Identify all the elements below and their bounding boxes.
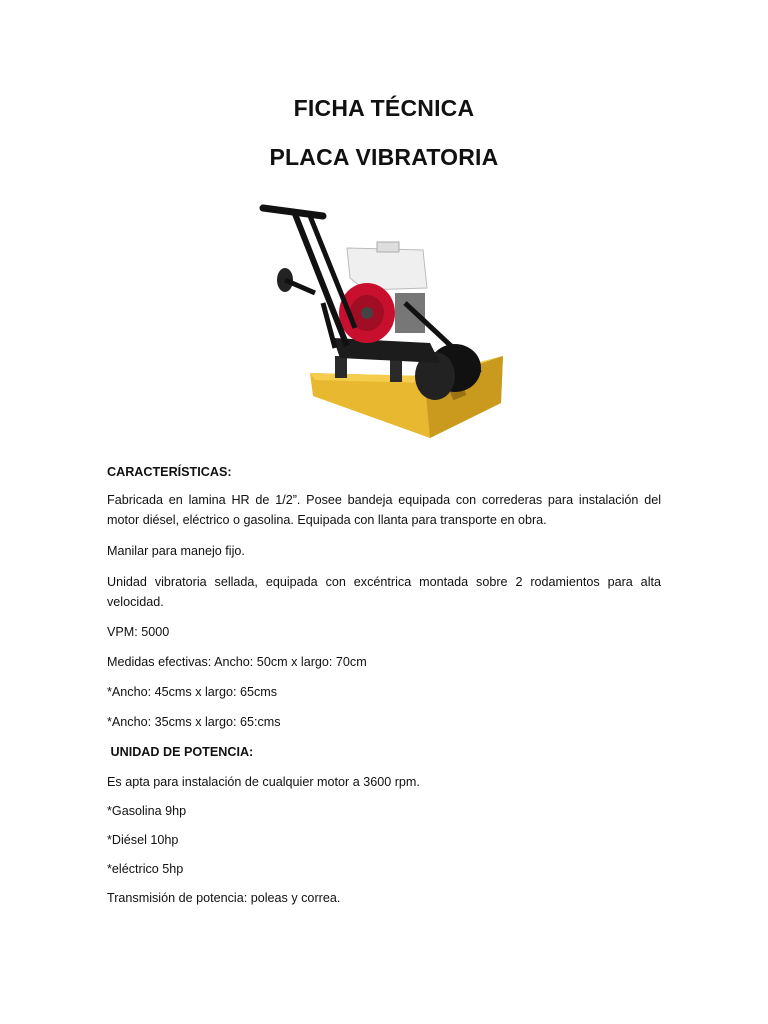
motor-gasolina: *Gasolina 9hp <box>107 804 187 818</box>
vpm-spec: VPM: 5000 <box>107 625 170 639</box>
plate-compactor-illustration <box>255 198 515 443</box>
medida-alt-1: *Ancho: 45cms x largo: 65cms <box>107 685 278 699</box>
potencia-heading: UNIDAD DE POTENCIA: <box>107 745 254 759</box>
motor-electrico: *eléctrico 5hp <box>107 862 184 876</box>
medidas-spec: Medidas efectivas: Ancho: 50cm x largo: 70cm <box>107 655 367 669</box>
document-title: FICHA TÉCNICA <box>293 95 475 121</box>
description-paragraph-2: Manilar para manejo fijo. <box>107 544 245 558</box>
transmision-spec: Transmisión de potencia: poleas y correa. <box>107 891 341 905</box>
document-subtitle: PLACA VIBRATORIA <box>269 144 499 170</box>
product-image <box>255 198 515 443</box>
description-paragraph-1: Fabricada en lamina HR de 1/2”. Posee bandeja equipada con correderas para instalación del motor diésel, eléctrico o gasolina. Equipada con llanta para transporte en obra. <box>107 493 661 527</box>
motor-diesel: *Diésel 10hp <box>107 833 179 847</box>
medida-alt-2: *Ancho: 35cms x largo: 65:cms <box>107 715 281 729</box>
caracteristicas-heading: CARACTERÍSTICAS: <box>107 465 232 479</box>
potencia-text: Es apta para instalación de cualquier motor a 3600 rpm. <box>107 775 420 789</box>
description-paragraph-3: Unidad vibratoria sellada, equipada con excéntrica montada sobre 2 rodamientos para alta velocidad. <box>107 575 661 609</box>
